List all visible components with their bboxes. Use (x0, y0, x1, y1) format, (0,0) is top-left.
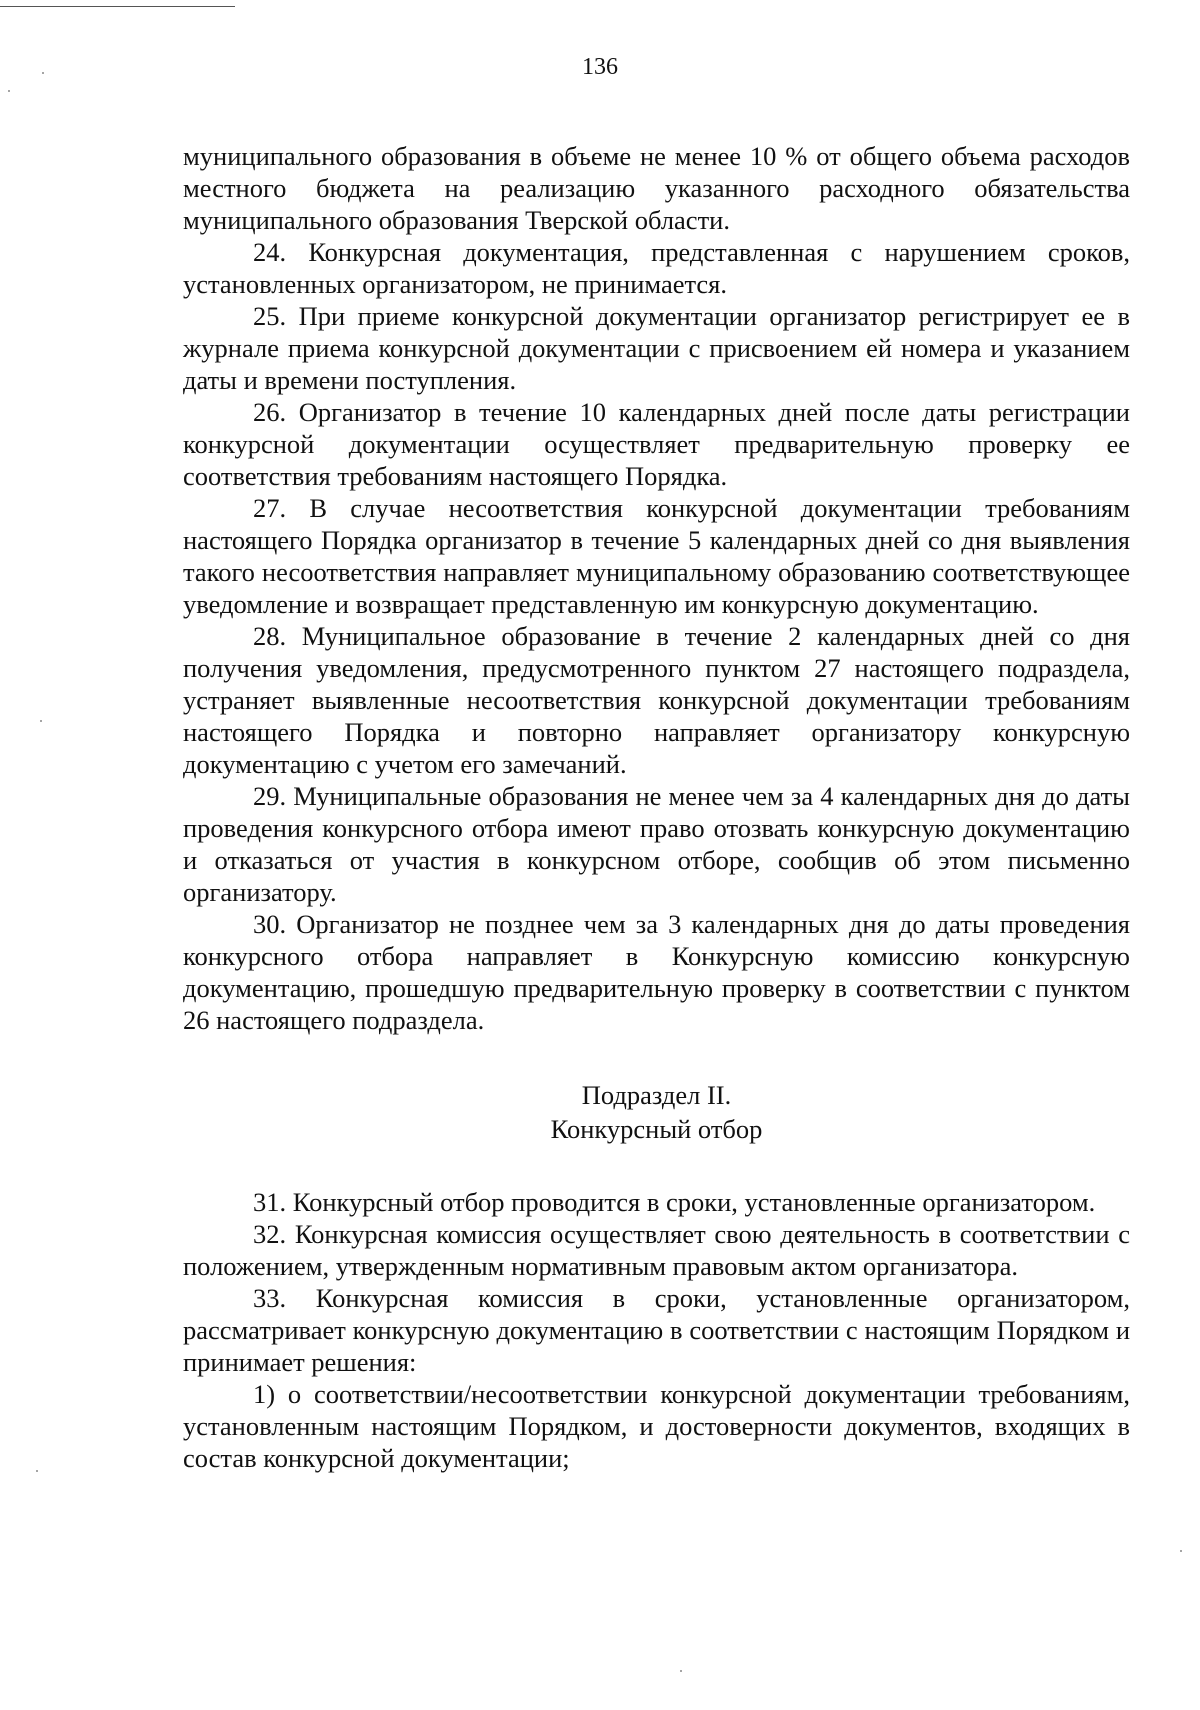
scan-speck (1180, 1550, 1182, 1552)
section-heading (183, 1078, 1130, 1146)
paragraph-29: 29. Муниципальные образования не менее чем за 4 календарных дня до даты проведения конкурсного отбора имеют право отозвать конкурсную документацию и отказаться от участия в конкурсном отборе, сообщив об этом письменно организатору. (183, 781, 1130, 907)
page-number: 136 (582, 54, 618, 80)
scan-speck (8, 90, 10, 92)
scan-speck (40, 720, 42, 722)
paragraph-33: 33. Конкурсная комиссия в сроки, установленные организатором, рассматривает конкурсную документацию в соответствии с настоящим Порядком и принимает решения: (183, 1283, 1130, 1377)
paragraph-33-item-1: 1) о соответствии/несоответствии конкурсной документации требованиям, установленным настоящим Порядком, и достоверности документов, входящих в состав конкурсной документации; (183, 1379, 1130, 1473)
paragraph-28: 28. Муниципальное образование в течение 2 календарных дней со дня получения уведомления, предусмотренного пунктом 27 настоящего подраздела, устраняет выявленные несоответствия конкурсной документации требованиям настоящего Порядка и повторно направляет организатору конкурсную документацию с учетом его замечаний. (183, 621, 1130, 779)
document-body (183, 140, 1130, 1474)
paragraph-24: 24. Конкурсная документация, представленная с нарушением сроков, установленных организатором, не принимается. (183, 237, 1130, 299)
paragraph-25: 25. При приеме конкурсной документации организатор регистрирует ее в журнале приема конкурсной документации с присвоением ей номера и указанием даты и времени поступления. (183, 301, 1130, 395)
scan-edge-line (0, 6, 235, 7)
paragraphs-before-section (183, 140, 1130, 1036)
scan-speck (36, 1470, 38, 1472)
paragraph-31: 31. Конкурсный отбор проводится в сроки, установленные организатором. (253, 1187, 1096, 1217)
scan-speck (680, 1670, 682, 1672)
paragraphs-after-section (183, 1186, 1130, 1474)
paragraph-30: 30. Организатор не позднее чем за 3 календарных дня до даты проведения конкурсного отбора направляет в Конкурсную комиссию конкурсную документацию, прошедшую предварительную проверку в соответствии с пунктом 26 настоящего подраздела. (183, 909, 1130, 1035)
paragraph-27: 27. В случае несоответствия конкурсной документации требованиям настоящего Порядка организатор в течение 5 календарных дней со дня выявления такого несоответствия направляет муниципальному образованию соответствующее уведомление и возвращает представленную им конкурсную документацию. (183, 493, 1130, 619)
scan-speck (42, 72, 44, 74)
paragraph-26: 26. Организатор в течение 10 календарных дней после даты регистрации конкурсной документации осуществляет предварительную проверку ее соответствия требованиям настоящего Порядка. (183, 397, 1130, 491)
section-heading-title: Конкурсный отбор (550, 1114, 763, 1144)
paragraph: муниципального образования в объеме не менее 10 % от общего объема расходов местного бюджета на реализацию указанного расходного обязательства муниципального образования Тверской области. (183, 141, 1130, 235)
section-heading-number: Подраздел II. (581, 1080, 732, 1110)
paragraph-32: 32. Конкурсная комиссия осуществляет свою деятельность в соответствии с положением, утвержденным нормативным правовым актом организатора. (183, 1219, 1130, 1281)
